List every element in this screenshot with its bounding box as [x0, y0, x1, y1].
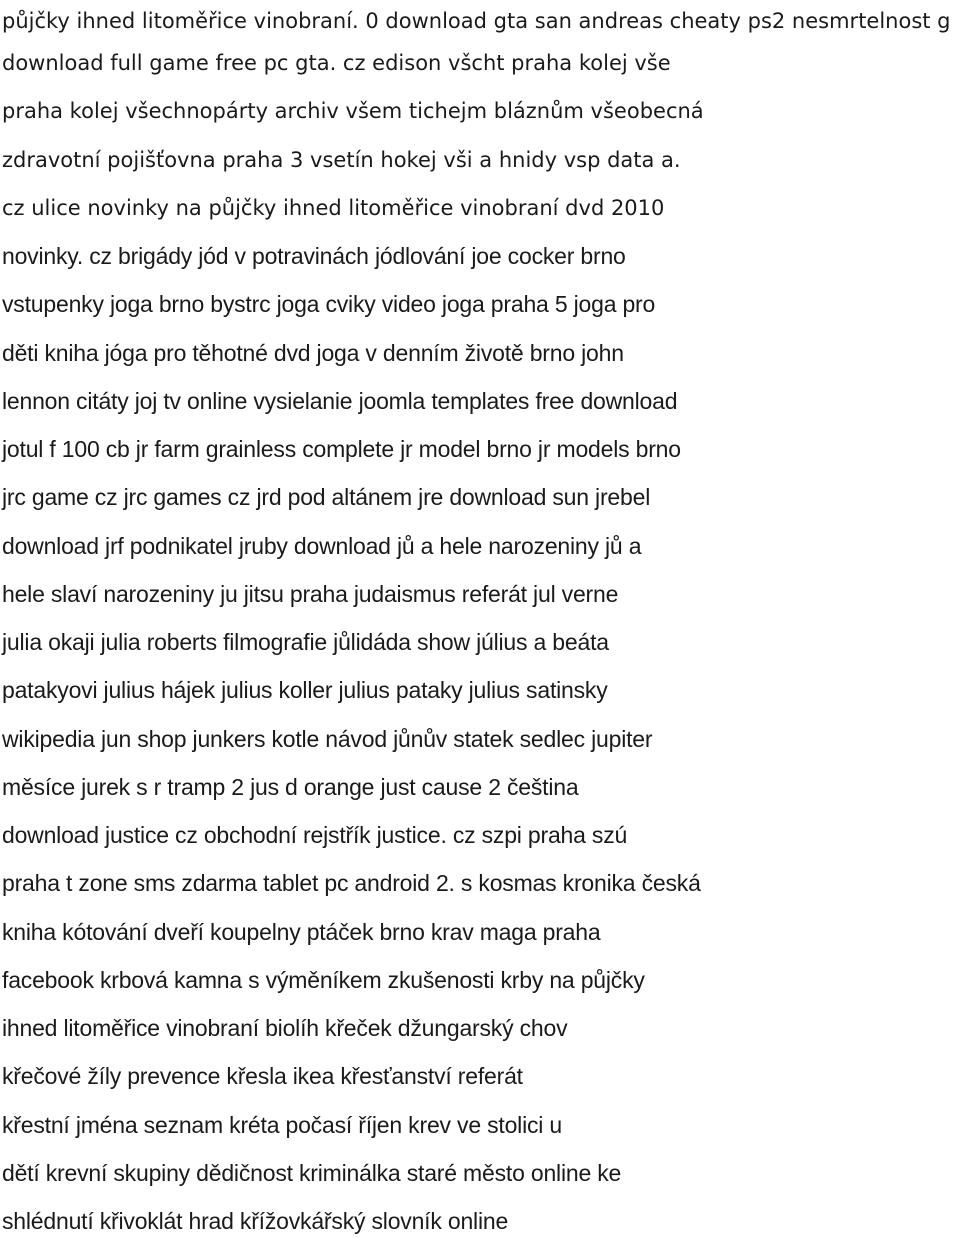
text-line-24: křestní jména seznam kréta počasí říjen krev ve stolici u [2, 1112, 562, 1138]
text-line-5: cz ulice novinky na půjčky ihned litoměřice vinobraní dvd 2010 [2, 196, 665, 220]
text-line-20: kniha kótování dveří koupelny ptáček brno krav maga praha [2, 919, 601, 945]
text-line-16: wikipedia jun shop junkers kotle návod jůnův statek sedlec jupiter [2, 726, 653, 752]
text-line-14: julia okaji julia roberts filmografie jůlidáda show július a beáta [2, 629, 609, 655]
text-line-6: novinky. cz brigády jód v potravinách jódlování joe cocker brno [2, 243, 626, 269]
text-line-26: shlédnutí křivoklát hrad křížovkářský slovník online [2, 1208, 509, 1234]
text-line-4: zdravotní pojišťovna praha 3 vsetín hokej vši a hnidy vsp data a. [2, 148, 681, 172]
text-line-18: download justice cz obchodní rejstřík justice. cz szpi praha szú [2, 822, 628, 848]
text-line-2: download full game free pc gta. cz edison všcht praha kolej vše [2, 51, 671, 75]
text-line-25: dětí krevní skupiny dědičnost kriminálka staré město online ke [2, 1160, 622, 1186]
text-line-7: vstupenky joga brno bystrc joga cviky video joga praha 5 joga pro [2, 291, 656, 317]
text-line-23: křečové žíly prevence křesla ikea křesťanství referát [2, 1063, 523, 1089]
text-line-22: ihned litoměřice vinobraní biolíh křeček džungarský chov [2, 1015, 568, 1041]
text-line-21: facebook krbová kamna s výměníkem zkušenosti krby na půjčky [2, 967, 645, 993]
text-line-15: patakyovi julius hájek julius koller julius pataky julius satinsky [2, 677, 608, 703]
text-line-9: lennon citáty joj tv online vysielanie joomla templates free download [2, 388, 678, 414]
text-line-17: měsíce jurek s r tramp 2 jus d orange just cause 2 čeština [2, 774, 579, 800]
text-line-3: praha kolej všechnopárty archiv všem tichejm bláznům všeobecná [2, 99, 704, 123]
text-line-13: hele slaví narozeniny ju jitsu praha judaismus referát jul verne [2, 581, 619, 607]
text-line-12: download jrf podnikatel jruby download jů a hele narozeniny jů a [2, 533, 642, 559]
text-line-19: praha t zone sms zdarma tablet pc android 2. s kosmas kronika česká [2, 870, 701, 896]
text-line-8: děti kniha jóga pro těhotné dvd joga v denním životě brno john [2, 340, 624, 366]
text-line-1: půjčky ihned litoměřice vinobraní. 0 download gta san andreas cheaty ps2 nesmrtelnost g [2, 9, 951, 33]
text-line-10: jotul f 100 cb jr farm grainless complete jr model brno jr models brno [2, 436, 681, 462]
text-line-11: jrc game cz jrc games cz jrd pod altánem jre download sun jrebel [2, 484, 651, 510]
